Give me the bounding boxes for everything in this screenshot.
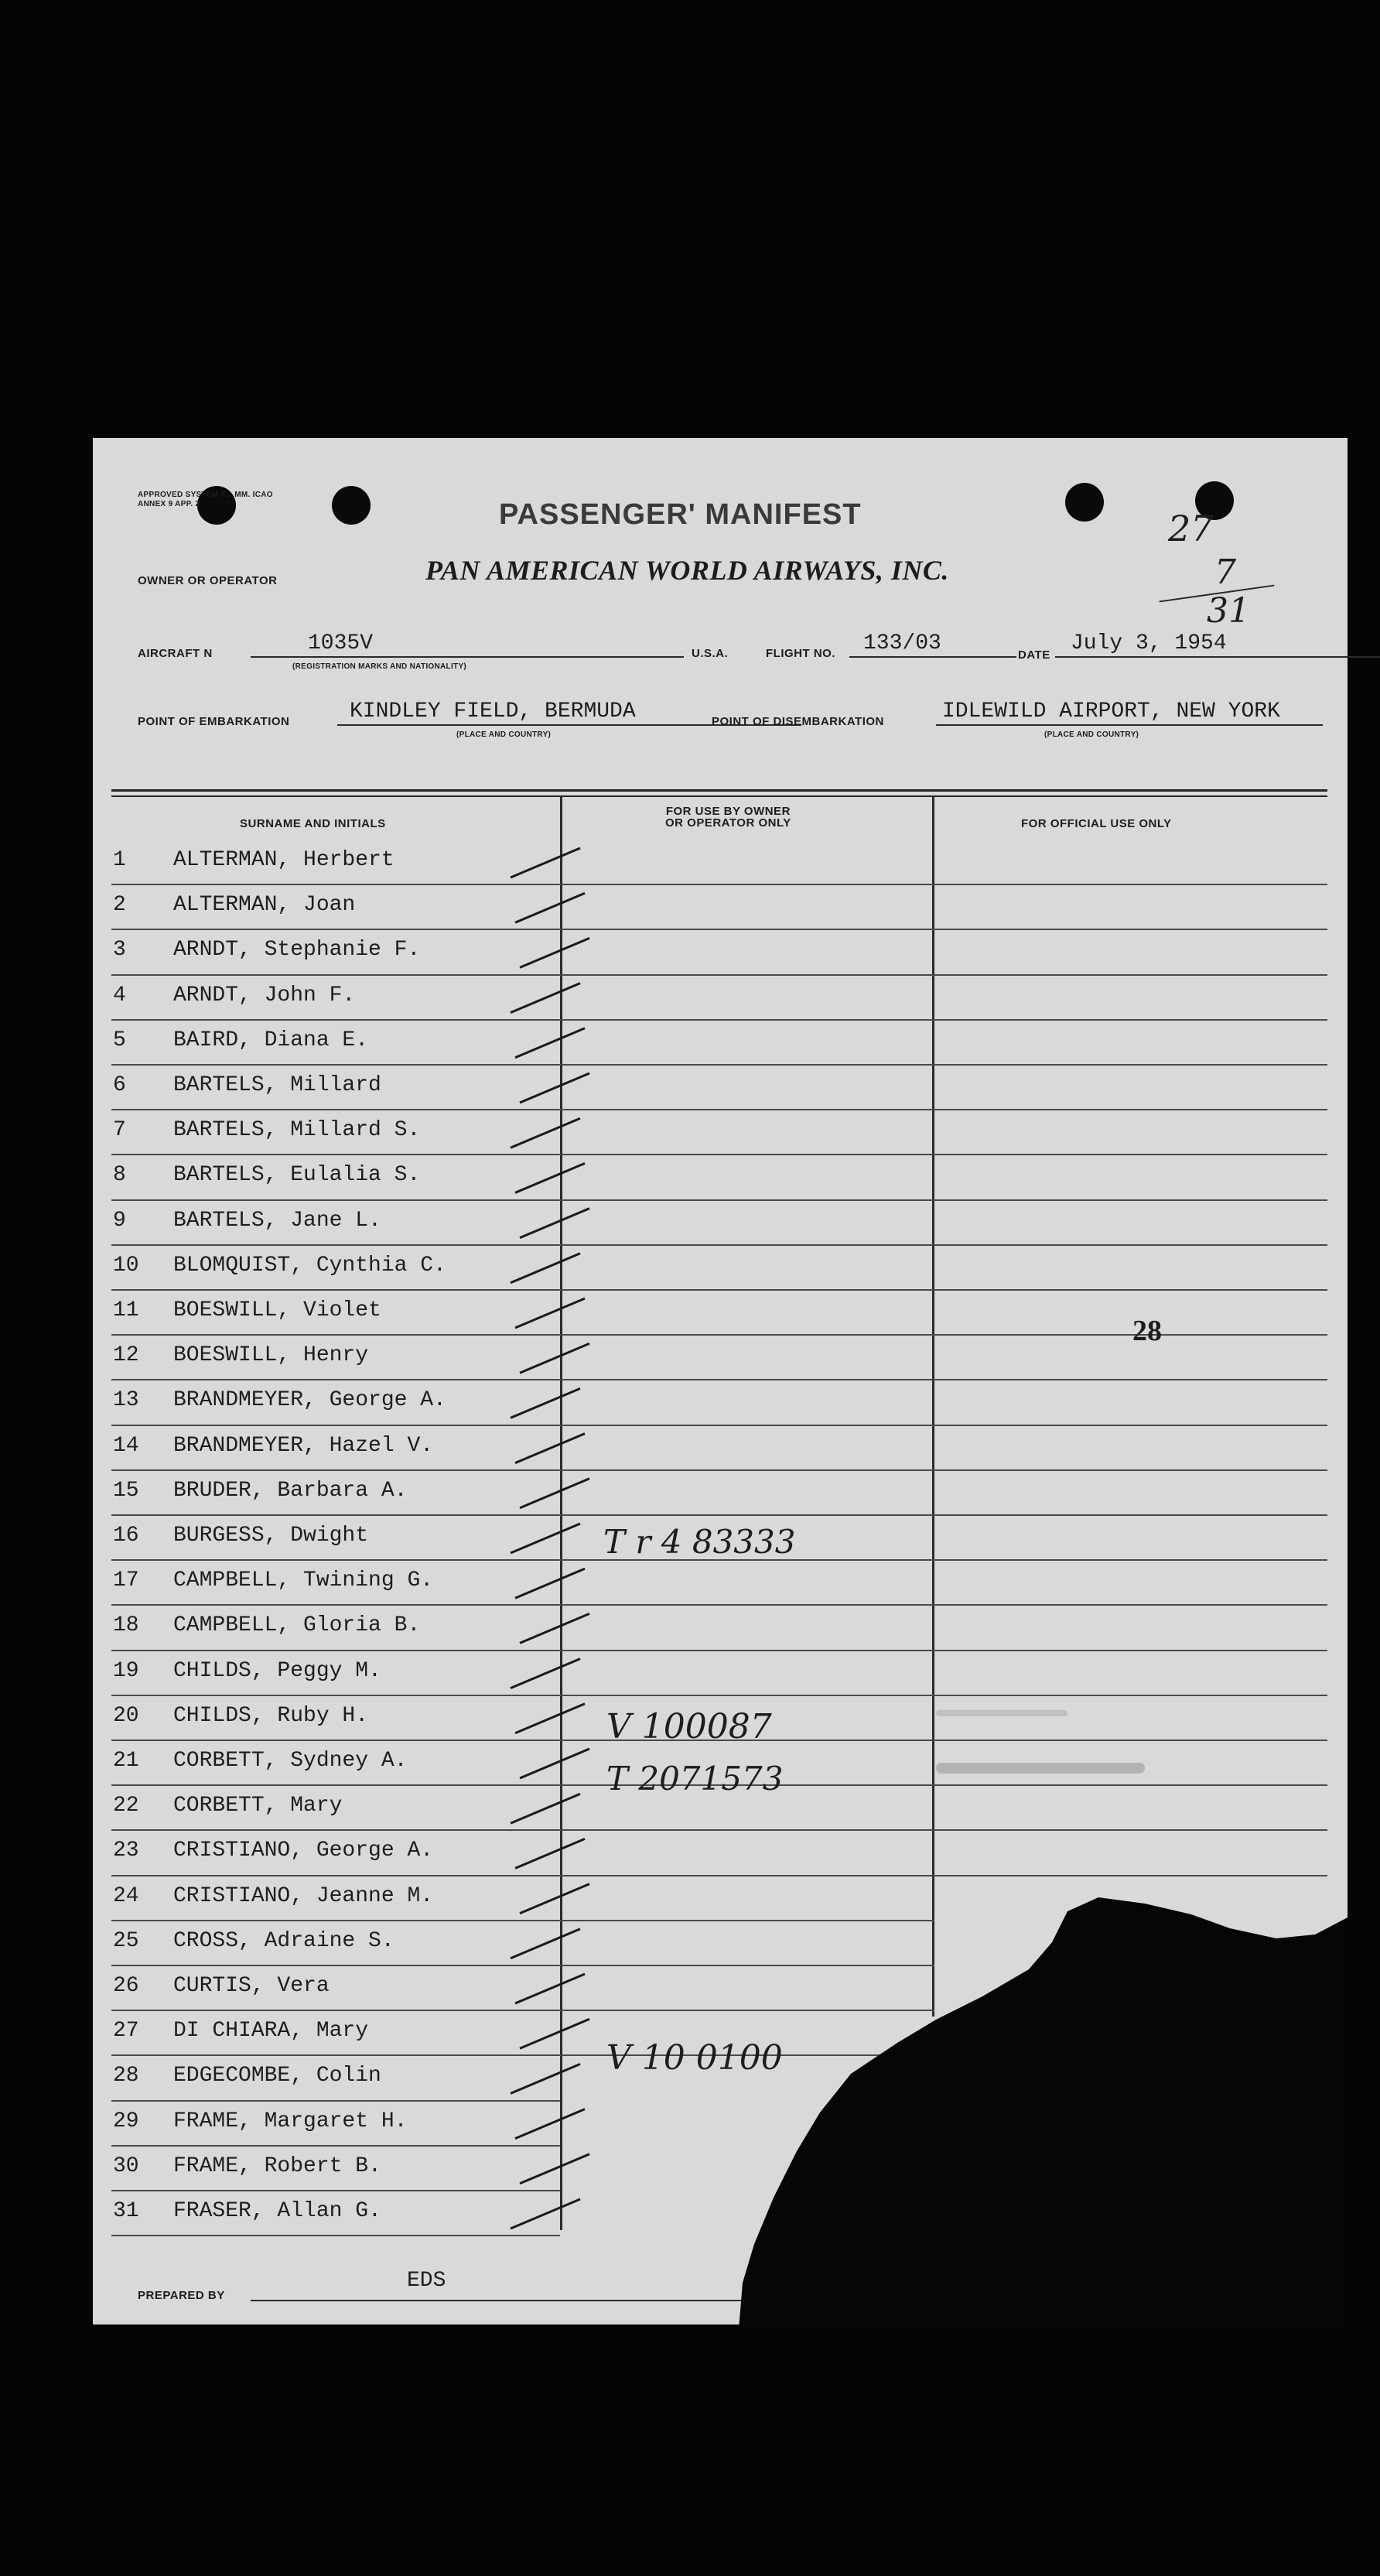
row-number: 29	[113, 2109, 139, 2133]
registration-caption: (REGISTRATION MARKS AND NATIONALITY)	[292, 662, 467, 671]
embarkation-label: POINT OF EMBARKATION	[138, 715, 290, 728]
row-number: 20	[113, 1703, 139, 1728]
flight-label: FLIGHT NO.	[766, 647, 835, 660]
row-number: 2	[113, 893, 126, 918]
owner-note-row21: V 100087	[606, 1707, 772, 1746]
operator-name: PAN AMERICAN WORLD AIRWAYS, INC.	[425, 555, 949, 586]
row-number: 4	[113, 983, 126, 1007]
row-number: 31	[113, 2199, 139, 2223]
country-label: U.S.A.	[692, 647, 729, 660]
passenger-name: BARTELS, Jane L.	[173, 1208, 381, 1233]
row-number: 23	[113, 1839, 139, 1863]
row-number: 24	[113, 1883, 139, 1908]
passenger-name: BRANDMEYER, Hazel V.	[173, 1433, 434, 1458]
owner-label: OWNER OR OPERATOR	[138, 574, 278, 587]
passenger-name: FRAME, Robert B.	[173, 2154, 381, 2178]
row-number: 22	[113, 1794, 139, 1818]
official-mark: 28	[1132, 1315, 1162, 1347]
passenger-name: CROSS, Adraine S.	[173, 1928, 395, 1953]
col-header-owner-line2: OR OPERATOR ONLY	[665, 816, 791, 830]
row-number: 11	[113, 1298, 139, 1322]
disembarkation-value: IDLEWILD AIRPORT, NEW YORK	[942, 700, 1280, 724]
row-number: 30	[113, 2154, 139, 2178]
aircraft-value: 1035V	[308, 631, 374, 655]
passenger-name: CHILDS, Peggy M.	[173, 1658, 381, 1683]
row-number: 12	[113, 1343, 139, 1368]
row-number: 19	[113, 1658, 139, 1683]
col-header-names: SURNAME AND INITIALS	[240, 817, 386, 830]
passenger-name: CURTIS, Vera	[173, 1974, 330, 1998]
row-number: 26	[113, 1974, 139, 1998]
owner-note-row28: V 10 0100	[606, 2038, 783, 2078]
row-number: 9	[113, 1208, 126, 1233]
aircraft-label: AIRCRAFT N	[138, 647, 213, 660]
row-number: 7	[113, 1118, 126, 1143]
passenger-name: BURGESS, Dwight	[173, 1524, 369, 1548]
col-header-official: FOR OFFICIAL USE ONLY	[1021, 817, 1172, 830]
approval-stamp: APPROVED SYSTEM F... MM. ICAO ANNEX 9 APP. 2	[138, 491, 273, 508]
embarkation-value: KINDLEY FIELD, BERMUDA	[350, 700, 636, 724]
passenger-name: ALTERMAN, Herbert	[173, 848, 395, 872]
passenger-name: BRANDMEYER, George A.	[173, 1388, 446, 1413]
passenger-name: CORBETT, Mary	[173, 1794, 343, 1818]
disembarkation-label: POINT OF DISEMBARKATION	[712, 715, 884, 728]
date-label: DATE	[1018, 648, 1050, 662]
passenger-name: BARTELS, Millard	[173, 1073, 381, 1097]
corner-note-mid: 7	[1214, 552, 1236, 592]
row-number: 14	[113, 1433, 139, 1458]
row-number: 27	[113, 2019, 139, 2044]
passenger-name: CHILDS, Ruby H.	[173, 1703, 369, 1728]
passenger-name: BOESWILL, Violet	[173, 1298, 381, 1322]
row-number: 1	[113, 848, 126, 872]
passenger-name: BLOMQUIST, Cynthia C.	[173, 1253, 446, 1278]
passenger-name: CAMPBELL, Twining G.	[173, 1569, 434, 1593]
row-number: 13	[113, 1388, 139, 1413]
row-number: 21	[113, 1749, 139, 1773]
prepared-value: EDS	[407, 2269, 446, 2293]
passenger-name: FRAME, Margaret H.	[173, 2109, 408, 2133]
row-number: 17	[113, 1569, 139, 1593]
corner-note-bottom: 31	[1207, 591, 1250, 631]
passenger-name: BOESWILL, Henry	[173, 1343, 369, 1368]
form-title: PASSENGER' MANIFEST	[499, 498, 862, 531]
row-number: 16	[113, 1524, 139, 1548]
passenger-name: BARTELS, Millard S.	[173, 1118, 421, 1143]
row-number: 10	[113, 1253, 139, 1278]
passenger-name: CRISTIANO, Jeanne M.	[173, 1883, 434, 1908]
passenger-name: ARNDT, John F.	[173, 983, 356, 1007]
passenger-name: CORBETT, Sydney A.	[173, 1749, 408, 1773]
row-number: 5	[113, 1028, 126, 1052]
passenger-name: BARTELS, Eulalia S.	[173, 1163, 421, 1188]
corner-note-top: 27	[1168, 508, 1214, 549]
passenger-name: CRISTIANO, George A.	[173, 1839, 434, 1863]
owner-note-row16: T r 4 83333	[603, 1523, 796, 1561]
row-number: 25	[113, 1928, 139, 1953]
disembarkation-caption: (PLACE AND COUNTRY)	[1044, 730, 1139, 739]
owner-note-row22: T 2071573	[606, 1760, 784, 1798]
row-number: 28	[113, 2064, 139, 2089]
flight-value: 133/03	[863, 631, 941, 655]
date-value: July 3, 1954	[1071, 631, 1227, 655]
embarkation-caption: (PLACE AND COUNTRY)	[456, 730, 552, 739]
passenger-name: FRASER, Allan G.	[173, 2199, 381, 2223]
row-number: 18	[113, 1613, 139, 1638]
row-number: 6	[113, 1073, 126, 1097]
passenger-name: ALTERMAN, Joan	[173, 893, 356, 918]
passenger-name: EDGECOMBE, Colin	[173, 2064, 381, 2089]
row-number: 8	[113, 1163, 126, 1188]
prepared-label: PREPARED BY	[138, 2289, 225, 2302]
passenger-name: BAIRD, Diana E.	[173, 1028, 369, 1052]
passenger-name: ARNDT, Stephanie F.	[173, 938, 421, 963]
passenger-name: BRUDER, Barbara A.	[173, 1478, 408, 1503]
row-number: 15	[113, 1478, 139, 1503]
passenger-name: DI CHIARA, Mary	[173, 2019, 369, 2044]
row-number: 3	[113, 938, 126, 963]
col-header-owner-line1: FOR USE BY OWNER	[665, 805, 791, 818]
passenger-name: CAMPBELL, Gloria B.	[173, 1613, 421, 1638]
